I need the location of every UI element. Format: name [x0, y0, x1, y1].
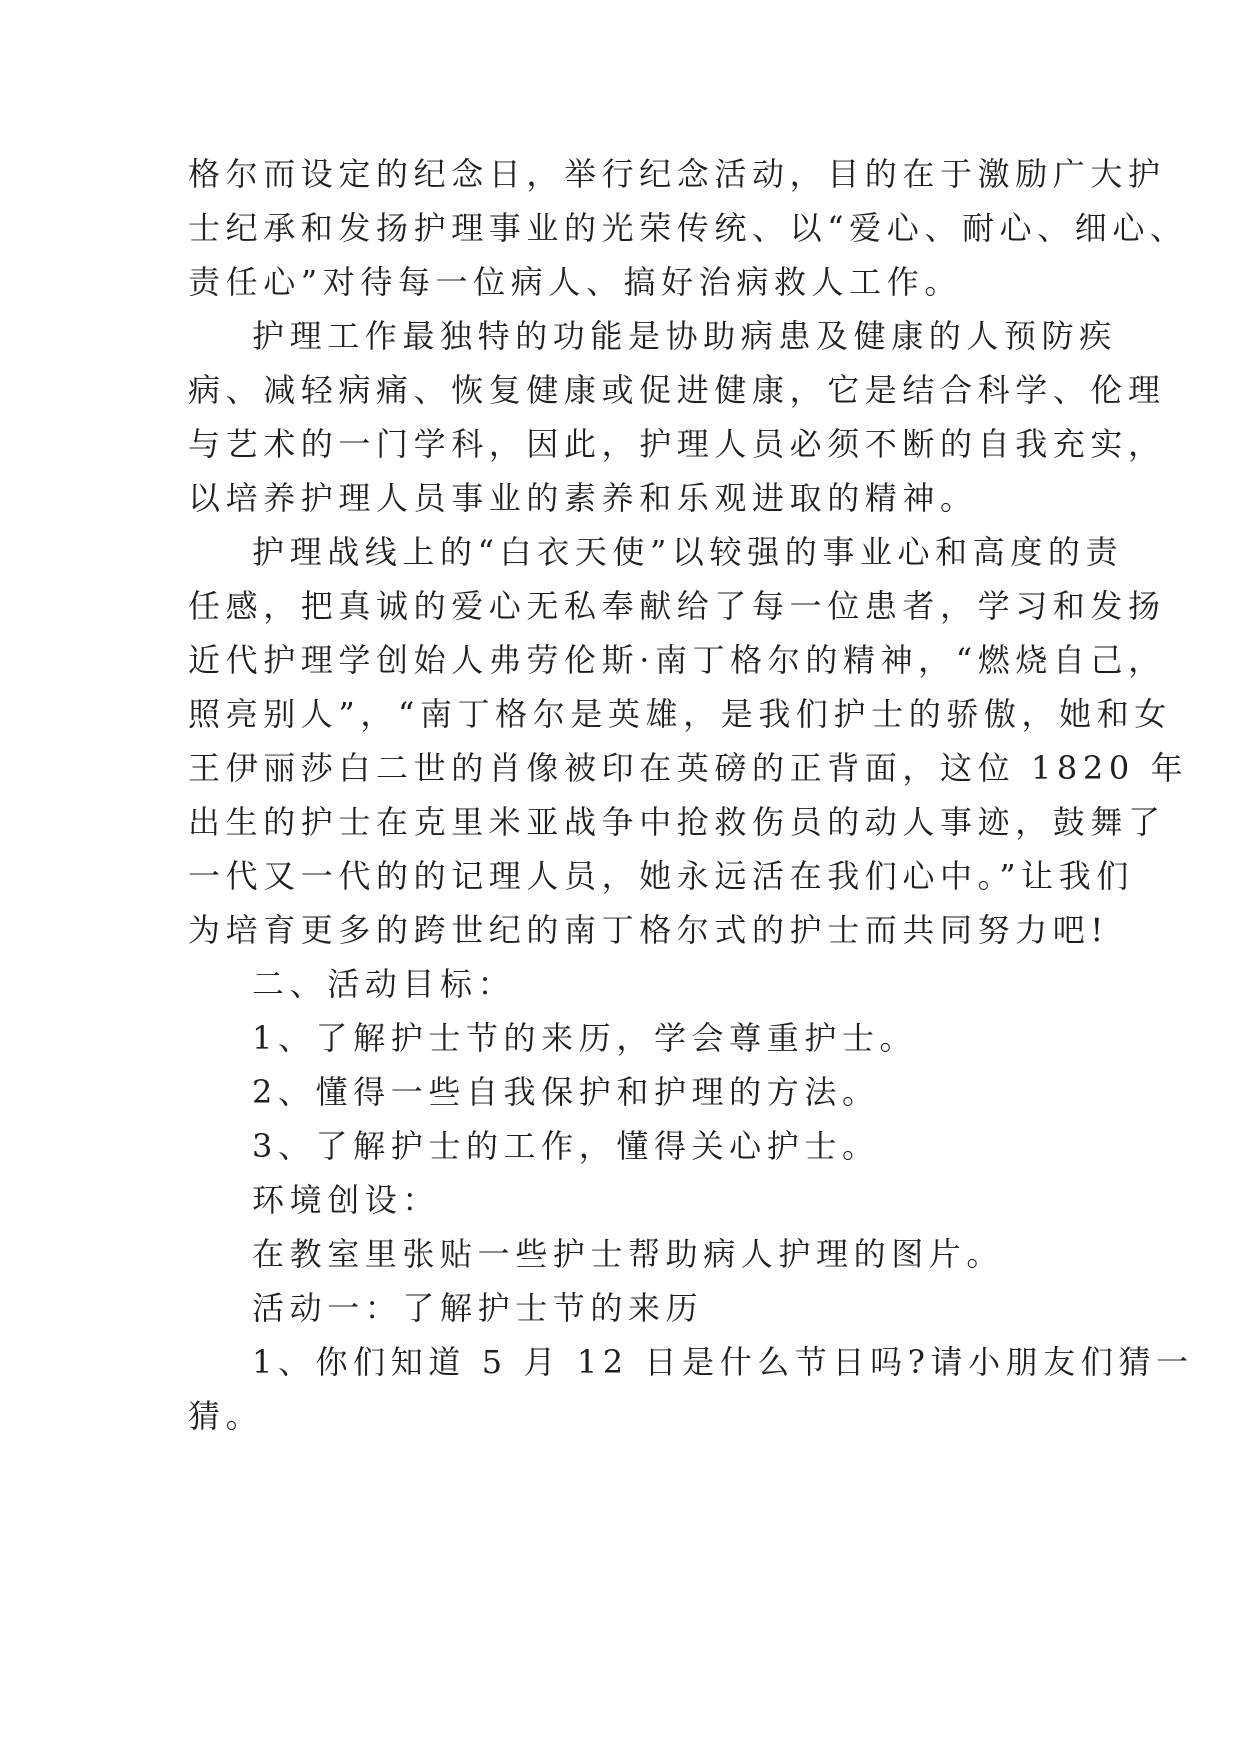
text-line: 士纪承和发扬护理事业的光荣传统、以“爱心、耐心、细心、 [188, 209, 1188, 247]
list-item: 1、了解护士节的来历，学会尊重护士。 [252, 1019, 918, 1057]
list-item: 3、了解护士的工作，懂得关心护士。 [252, 1127, 880, 1165]
text-line: 以培养护理人员事业的素养和乐观进取的精神。 [188, 479, 978, 517]
section-heading: 环境创设： [252, 1181, 441, 1219]
text-line: 王伊丽莎白二世的肖像被印在英磅的正背面，这位 1820 年 [188, 749, 1189, 787]
text-line: 照亮别人”，“南丁格尔是英雄，是我们护士的骄傲，她和女 [188, 695, 1172, 733]
list-item: 1、你们知道 5 月 12 日是什么节日吗?请小朋友们猜一 [252, 1343, 1194, 1381]
text-line: 为培育更多的跨世纪的南丁格尔式的护士而共同努力吧! [188, 911, 1109, 949]
section-heading: 二、活动目标： [252, 965, 516, 1003]
text-line: 责任心”对待每一位病人、搞好治病救人工作。 [188, 263, 962, 301]
text-line: 任感，把真诚的爱心无私奉献给了每一位患者，学习和发扬 [188, 587, 1166, 625]
text-line: 病、减轻病痛、恢复健康或促进健康，它是结合科学、伦理 [188, 371, 1166, 409]
text-line: 一代又一代的的记理人员，她永远活在我们心中。”让我们 [188, 857, 1134, 895]
text-line: 近代护理学创始人弗劳伦斯·南丁格尔的精神，“燃烧自己， [188, 641, 1166, 679]
list-item: 2、懂得一些自我保护和护理的方法。 [252, 1073, 880, 1111]
section-heading: 活动一：了解护士节的来历 [252, 1289, 704, 1327]
paragraph-first-line: 在教室里张贴一些护士帮助病人护理的图片。 [252, 1235, 1005, 1273]
text-line: 格尔而设定的纪念日，举行纪念活动，目的在于激励广大护 [188, 155, 1166, 193]
text-line: 猜。 [188, 1397, 264, 1435]
paragraph-first-line: 护理战线上的“白衣天使”以较强的事业心和高度的责 [252, 533, 1124, 571]
text-line: 与艺术的一门学科，因此，护理人员必须不断的自我充实， [188, 425, 1166, 463]
paragraph-first-line: 护理工作最独特的功能是协助病患及健康的人预防疾 [252, 317, 1117, 355]
text-line: 出生的护士在克里米亚战争中抢救伤员的动人事迹，鼓舞了 [188, 803, 1166, 841]
